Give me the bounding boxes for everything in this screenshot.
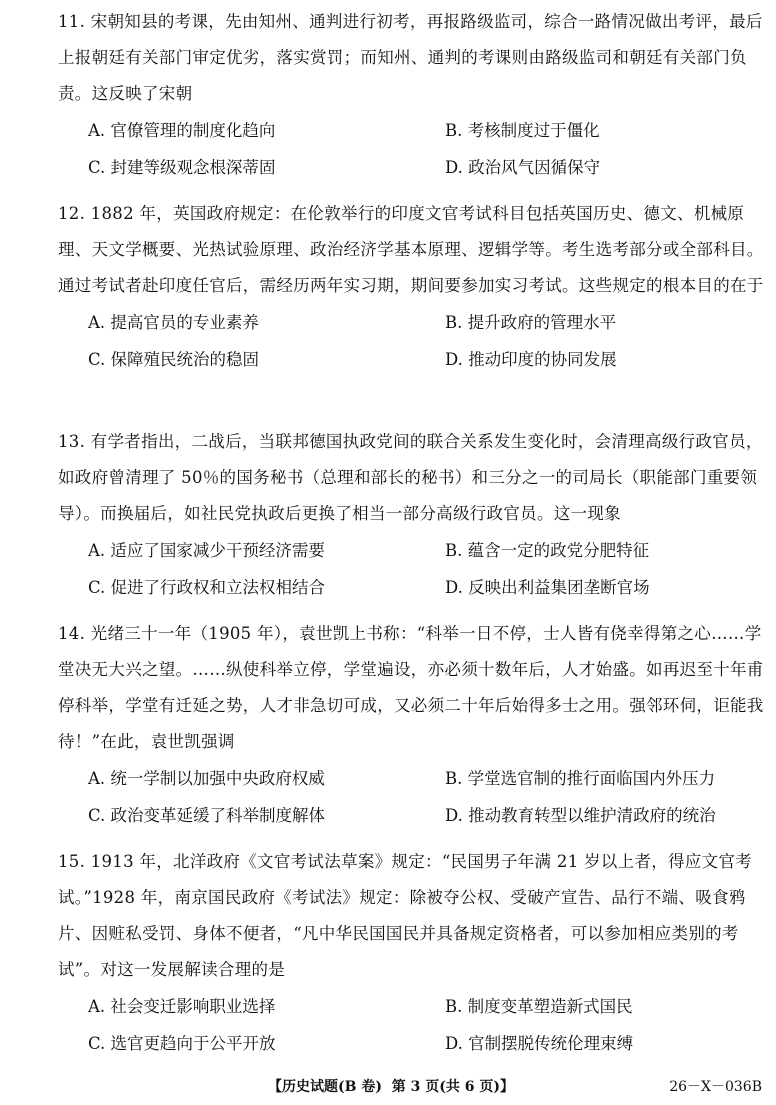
question-stem: 13. 有学者指出，二战后，当联邦德国执政党间的联合关系发生变化时，会清理高级行政官员，如政府曾清理了 50％的国务秘书（总理和部长的秘书）和三分之一的司局长（职能部门重要领导）。而换届后，如社民党执政后更换了相当一部分高级行政官员。这一现象 xyxy=(58,432,763,523)
footer-code: 26－X－036B xyxy=(669,1079,762,1095)
option-c: C. 促进了行政权和立法权相结合 xyxy=(88,578,326,597)
option-b: B. 制度变革塑造新式国民 xyxy=(445,997,633,1016)
option-row xyxy=(58,532,766,569)
option-row xyxy=(58,569,766,606)
footer-exam-title: 【历史试题(B 卷) xyxy=(268,1079,382,1095)
question-13 xyxy=(58,424,766,606)
option-row xyxy=(58,760,766,797)
option-c: C. 封建等级观念根深蒂固 xyxy=(88,158,276,177)
option-row xyxy=(58,304,766,341)
question-11 xyxy=(58,4,766,186)
option-row xyxy=(58,112,766,149)
option-a: A. 提高官员的专业素养 xyxy=(88,313,259,332)
option-row xyxy=(58,149,766,186)
footer-title xyxy=(268,1076,514,1096)
option-d: D. 反映出利益集团垄断官场 xyxy=(445,578,650,597)
option-b: B. 考核制度过于僵化 xyxy=(445,121,600,140)
question-14 xyxy=(58,616,766,834)
option-d: D. 官制摆脱传统伦理束缚 xyxy=(445,1034,634,1053)
option-c: C. 政治变革延缓了科举制度解体 xyxy=(88,806,326,825)
question-12 xyxy=(58,196,766,378)
option-a: A. 官僚管理的制度化趋向 xyxy=(88,121,276,140)
question-stem: 12. 1882 年，英国政府规定：在伦敦举行的印度文官考试科目包括英国历史、德文、机械原理、天文学概要、光热试验原理、政治经济学基本原理、逻辑学等。考生选考部分或全部科目。通过考试者赴印度任官后，需经历两年实习期，期间要参加实习考试。这些规定的根本目的在于 xyxy=(58,204,764,295)
option-a: A. 社会变迁影响职业选择 xyxy=(88,997,276,1016)
question-15 xyxy=(58,844,766,1062)
option-a: A. 统一学制以加强中央政府权威 xyxy=(88,769,325,788)
option-a: A. 适应了国家减少干预经济需要 xyxy=(88,541,325,560)
option-row xyxy=(58,797,766,834)
question-stem: 11. 宋朝知县的考课，先由知州、通判进行初考，再报路级监司，综合一路情况做出考评，最后上报朝廷有关部门审定优劣，落实赏罚；而知州、通判的考课则由路级监司和朝廷有关部门负责。这反映了宋朝 xyxy=(58,12,763,103)
option-c: C. 选官更趋向于公平开放 xyxy=(88,1034,276,1053)
option-d: D. 推动印度的协同发展 xyxy=(445,350,617,369)
option-d: D. 政治风气因循保守 xyxy=(445,158,601,177)
option-c: C. 保障殖民统治的稳固 xyxy=(88,350,260,369)
page-footer xyxy=(0,1076,776,1098)
option-b: B. 学堂选官制的推行面临国内外压力 xyxy=(445,769,716,788)
option-row xyxy=(58,988,766,1025)
footer-page-number: 第 3 页(共 6 页)】 xyxy=(391,1079,514,1095)
option-b: B. 蕴含一定的政党分肥特征 xyxy=(445,541,650,560)
option-row xyxy=(58,341,766,378)
option-b: B. 提升政府的管理水平 xyxy=(445,313,617,332)
option-d: D. 推动教育转型以维护清政府的统治 xyxy=(445,806,716,825)
question-stem: 14. 光绪三十一年（1905 年），袁世凯上书称：“科举一日不停，士人皆有侥幸得第之心……学堂决无大兴之望。……纵使科举立停，学堂遍设，亦必须十数年后，人才始盛。如再迟至十年甫停科举，学堂有迁延之势，人才非急切可成，又必须二十年后始得多士之用。强邻环伺，讵能我待！”在此，袁世凯强调 xyxy=(58,624,764,751)
option-row xyxy=(58,1025,766,1062)
question-stem: 15. 1913 年，北洋政府《文官考试法草案》规定：“民国男子年满 21 岁以上者，得应文官考试。”1928 年，南京国民政府《考试法》规定：除被夺公权、受破产宣告、品行不端、吸食鸦片、因赃私受罚、身体不便者，“凡中华民国国民并具备规定资格者，可以参加相应类别的考试”。对这一发展解读合理的是 xyxy=(58,852,753,979)
